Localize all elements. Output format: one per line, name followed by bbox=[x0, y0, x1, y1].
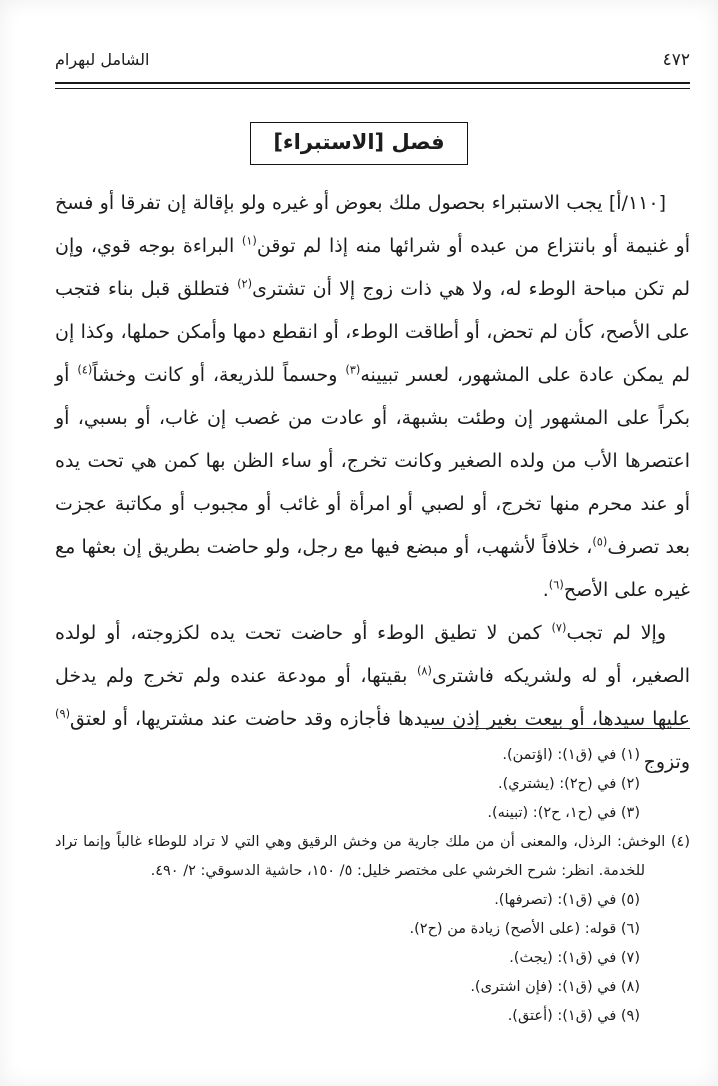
footnote-item: (٤) الوخش: الرذل، والمعنى أن من ملك جارية من وخش الرقيق وهي التي لا تراد للوطاء غالباً وإنما تراد للخدمة. انظر: شرح الخرشي على مختصر خليل: ٥/ ١٥٠، حاشية الدسوقي: ٢/ ٤٩٠. bbox=[55, 834, 690, 879]
footnote-separator-rule bbox=[432, 728, 690, 729]
footnote-item: (٨) في (ق١): (فإن اشترى). bbox=[470, 979, 640, 995]
footnote-item: (٩) في (ق١): (أعتق). bbox=[507, 1008, 640, 1024]
footnotes-section bbox=[55, 728, 690, 1031]
footnote-item: (٧) في (ق١): (يجث). bbox=[509, 950, 640, 966]
footnote-item: (١) في (ق١): (اؤتمن). bbox=[502, 747, 640, 763]
running-header bbox=[55, 50, 690, 70]
body-paragraph: وإلا لم تجب$^{(٧)}$ كمن لا تطيق الوطء أو حاضت تحت يده لكزوجته، أو لولده الصغير، أو له ولشريكه فاشترى$^{(٨)}$ بقيتها، أو مودعة عنده ولم تخرج ولم يدخل عليها سيدها، أو بيعت بغير إذن سيدها فأجازه وقد حاضت عند مشتريها، أو لعتق$^{(٩)}$ وتزوج bbox=[55, 620, 690, 773]
footnote-item: (٢) في (ح٢): (يشتري). bbox=[498, 776, 640, 792]
page-number: ٤٧٢ bbox=[662, 50, 690, 70]
body-paragraph: [١١٠/أ] يجب الاستبراء بحصول ملك بعوض أو غيره ولو بإقالة إن تفرقا أو فسخ أو غنيمة أو بانتزاع من عبده أو شرائها منه إذا لم توقن$^{(١)}$ البراءة بوجه قوي، وإن لم تكن مباحة الوطء له، ولا هي ذات زوج إلا أن تشترى$^{(٢)}$ فتطلق قبل بناء فتجب على الأصح، كأن لم تحض، أو أطاقت الوطء، أو انقطع دمها وأمكن حملها، وكذا إن لم يمكن عادة على المشهور، لعسر تبيينه$^{(٣)}$ وحسماً للذريعة، أو كانت وخشاً$^{(٤)}$ أو بكراً على المشهور إن وطئت بشبهة، أو عادت من غصب إن غاب، أو بسبي، أو اعتصرها الأب من ولده الصغير وكانت تخرج، أو ساء الظن بها كمن هي تحت يده أو عند محرم منها تخرج، أو لصبي أو امرأة أو غائب أو مجبوب أو مكاتبة عجزت بعد تصرف$^{(٥)}$، خلافاً لأشهب، أو مبضع فيها مع رجل، ولو حاضت بطريق إن بعثها مع غيره على الأصح$^{(٦)}$. bbox=[55, 192, 690, 601]
section-title: فصل [الاستبراء] bbox=[250, 122, 467, 165]
footnote-item: (٣) في (ح١، ح٢): (تبينه). bbox=[487, 805, 640, 821]
footnote-item: (٥) في (ق١): (تصرفها). bbox=[494, 892, 640, 908]
footnote-item: (٦) قوله: (على الأصح) زيادة من (ح٢). bbox=[409, 921, 640, 937]
section-heading bbox=[0, 122, 718, 165]
body-text bbox=[55, 182, 690, 784]
book-title: الشامل لبهرام bbox=[55, 50, 150, 69]
header-double-rule bbox=[55, 82, 690, 89]
